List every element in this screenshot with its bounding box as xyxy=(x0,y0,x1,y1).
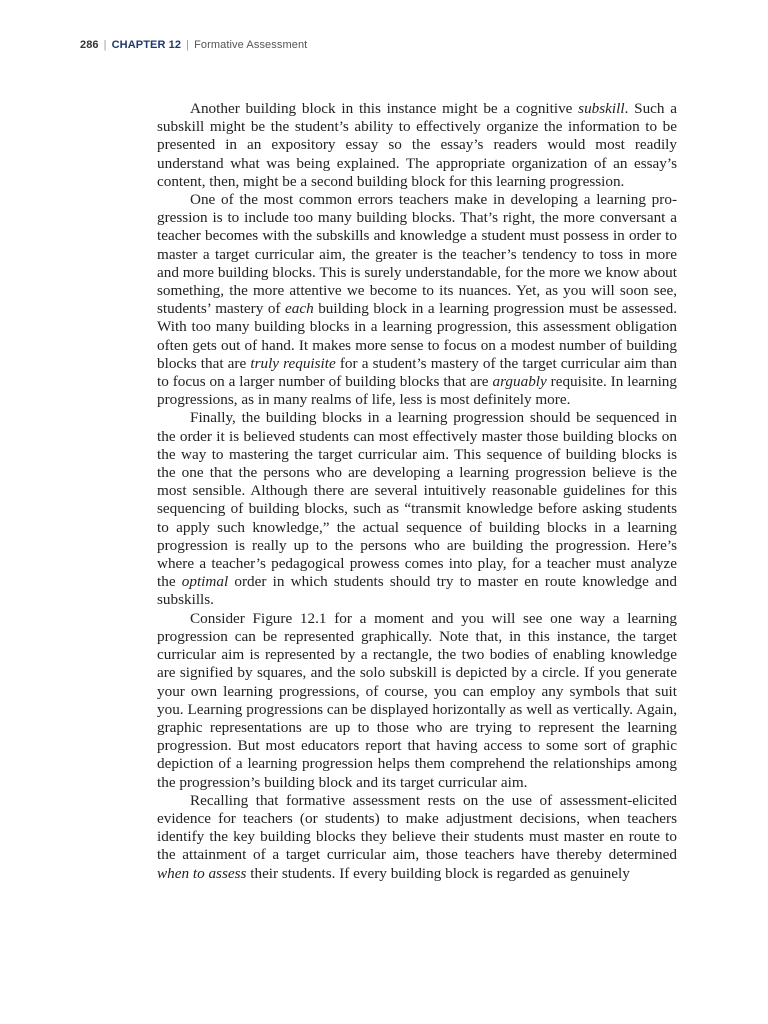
text-run: Consider Figure 12.1 for a moment and you will see one way a learning progression can be represented graphically. Note that, in this instance, the target curricular aim is represented by a rectangle, the two bodies of enabling knowledge are signified by squares, and the solo subskill is depicted by a circle. If you generate your own learning progressions, of course, you can employ any symbols that suit you. Learning progressions can be displayed horizontally as well as vertically. Again, graphic representations are up to those who are trying to represent the learning progression. But most educators report that having access to some sort of graphic depiction of a learning progression helps them comprehend the relationships among the progression’s building block and its target curricular aim. xyxy=(157,609,677,791)
text-run: One of the most common errors teachers make in developing a learning progression is to include too many building blocks. That’s right, the more conversant a teacher becomes with the subskills and knowledge a student must possess in order to master a target curricular aim, the greater is the teacher’s tendency to toss in more and more building blocks. This is surely understandable, for the more we know about something, the more attentive we become to its nuances. Yet, as you will soon see, students’ mastery of xyxy=(157,191,677,318)
text-run: for a student’s mastery of the target curricular aim than to focus on a larger number of building blocks that are xyxy=(157,354,677,391)
italic-text: each xyxy=(285,300,314,318)
text-run: their students. If every building block is regarded as genuinely xyxy=(246,864,630,882)
text-run: building block in a learning progression must be assessed. With too many building blocks in a learning progression, this assessment obligation often gets out of hand. It makes more sense to focus on a modest number of building blocks that are xyxy=(157,300,677,372)
text-run: Finally, the building blocks in a learning progression should be sequenced in the order it is believed students can most effectively master those building blocks on the way to mastering the target curricular aim. This sequence of building blocks is the one that the persons who are developing a learning progression believe is the most sensible. Although there are several intuitively reasonable guidelines for this sequencing of building blocks, such as “transmit knowledge before asking students to apply such knowledge,” the actual sequence of building blocks in a learning progression is really up to the persons who are building the progression. Here’s where a teacher’s pedagogical prowess comes into play, for a teacher must analyze the xyxy=(157,409,677,591)
italic-text: truly requisite xyxy=(250,354,336,372)
page-number: 286 xyxy=(80,39,99,51)
chapter-label: CHAPTER 12 xyxy=(111,39,182,51)
italic-text: subskill xyxy=(578,100,625,117)
text-run: . Such a subskill might be the student’s ability to effectively organize the information to be presented in an expository essay so the essay’s readers would most readily understand what was being explained. The appropriate organization of an essay’s content, then, might be a second building block for this learning progression. xyxy=(157,100,678,190)
italic-text: when to assess xyxy=(157,864,247,882)
italic-text: arguably xyxy=(492,373,547,391)
section-title: Formative Assessment xyxy=(194,39,308,51)
paragraph xyxy=(157,409,677,609)
text-run: requisite. In learning progressions, as in many realms of life, less is most definitely more. xyxy=(157,373,677,409)
paragraph xyxy=(157,191,677,409)
running-head xyxy=(80,38,307,52)
paragraph xyxy=(157,610,677,792)
paragraph xyxy=(157,792,677,883)
text-run: Recalling that formative assessment rests on the use of assessment-elicited evidence for teachers (or students) to make adjustment decisions, when teachers identify the key building blocks they believe their students must master en route to the attainment of a target curricular aim, those teachers have thereby determined xyxy=(157,791,677,864)
text-run: Another building block in this instance might be a cognitive xyxy=(190,100,579,117)
paragraph xyxy=(157,100,677,191)
header-separator: | xyxy=(103,39,107,51)
italic-text: optimal xyxy=(181,573,229,591)
body-text xyxy=(157,100,677,883)
header-separator: | xyxy=(186,39,190,51)
text-run: order in which students should try to master en route knowledge and subskills. xyxy=(157,573,677,609)
